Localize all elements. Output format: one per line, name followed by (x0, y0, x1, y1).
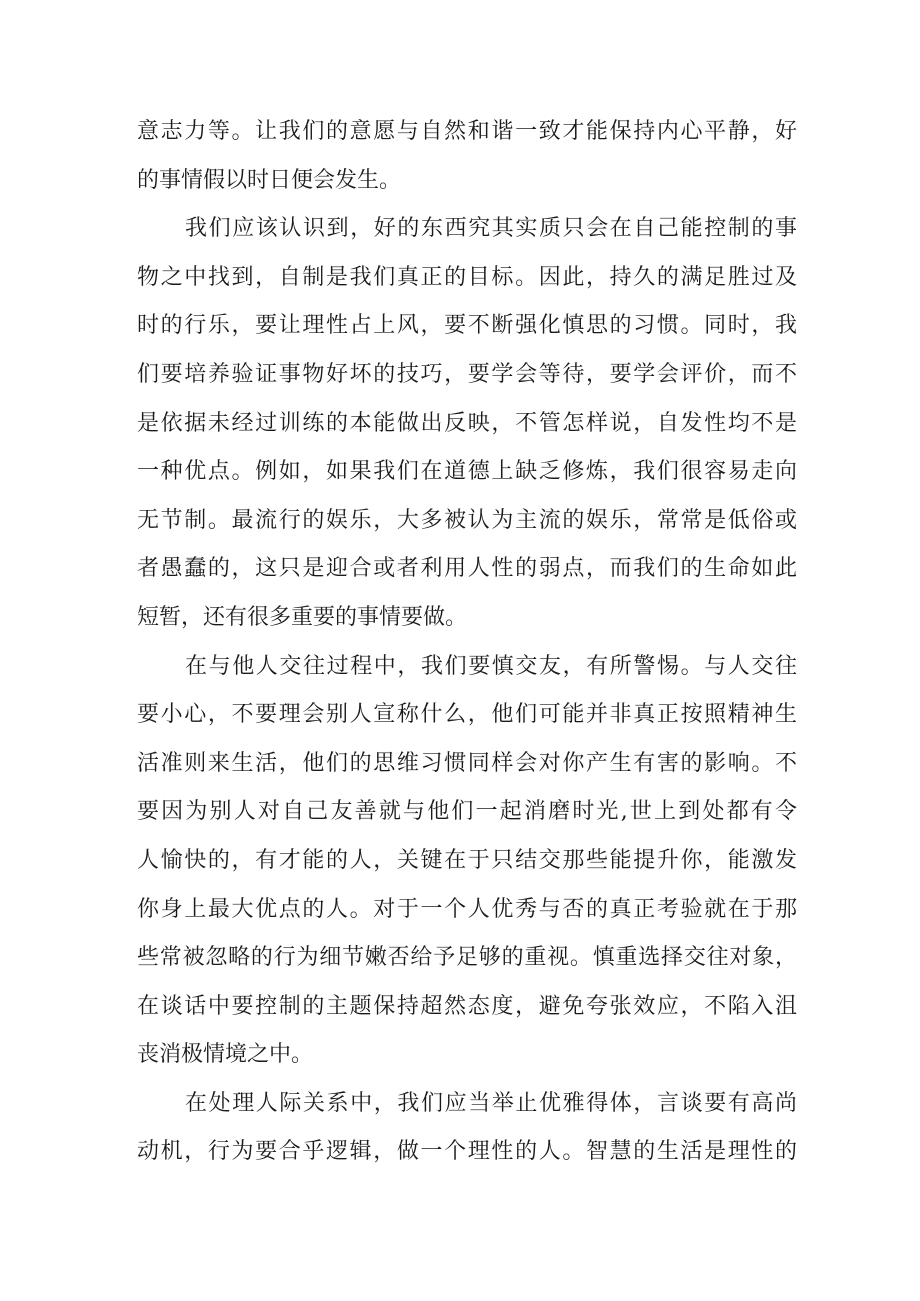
text-line: 些常被忽略的行为细节嫩否给予足够的重视。慎重选择交往对象， (137, 945, 797, 971)
text-line: 们要培养验证事物好坏的技巧，要学会等待，要学会评价，而不 (137, 361, 797, 387)
text-line: 的事情假以时日便会发生。 (137, 167, 402, 193)
text-line: 在处理人际关系中，我们应当举止优雅得体，言谈要有高尚 (185, 1090, 797, 1116)
text-line: 要因为别人对自己友善就与他们一起消磨时光,世上到处都有令 (137, 799, 797, 825)
text-line: 在谈话中要控制的主题保持超然态度，避免夸张效应，不陷入沮 (137, 993, 797, 1019)
text-line: 你身上最大优点的人。对于一个人优秀与否的真正考验就在于那 (137, 896, 797, 922)
text-line: 一种优点。例如，如果我们在道德上缺乏修炼，我们很容易走向 (137, 459, 797, 485)
text-line: 在与他人交往过程中，我们要慎交友，有所警惕。与人交往 (185, 653, 797, 679)
text-line: 无节制。最流行的娱乐，大多被认为主流的娱乐，常常是低俗或 (137, 507, 797, 533)
text-line: 要小心，不要理会别人宣称什么，他们可能并非真正按照精神生 (137, 702, 797, 728)
text-line: 是依据未经过训练的本能做出反映，不管怎样说，自发性均不是 (137, 410, 797, 436)
text-line: 者愚蠢的，这只是迎合或者利用人性的弱点，而我们的生命如此 (137, 556, 797, 582)
body-text (137, 108, 797, 1177)
text-line: 活准则来生活，他们的思维习惯同样会对你产生有害的影响。不 (137, 750, 797, 776)
text-line: 动机，行为要合乎逻辑，做一个理性的人。智慧的生活是理性的 (137, 1139, 797, 1165)
text-line: 人愉快的，有才能的人，关键在于只结交那些能提升你，能激发 (137, 847, 797, 873)
text-line: 我们应该认识到，好的东西究其实质只会在自己能控制的事 (185, 216, 797, 242)
text-line: 丧消极情境之中。 (137, 1042, 314, 1068)
text-line: 意志力等。让我们的意愿与自然和谐一致才能保持内心平静，好 (137, 119, 797, 144)
text-line: 物之中找到，自制是我们真正的目标。因此，持久的满足胜过及 (137, 264, 797, 290)
text-line: 时的行乐，要让理性占上风，要不断强化慎思的习惯。同时，我 (137, 313, 797, 339)
text-line: 短暂，还有很多重要的事情要做。 (137, 604, 468, 630)
